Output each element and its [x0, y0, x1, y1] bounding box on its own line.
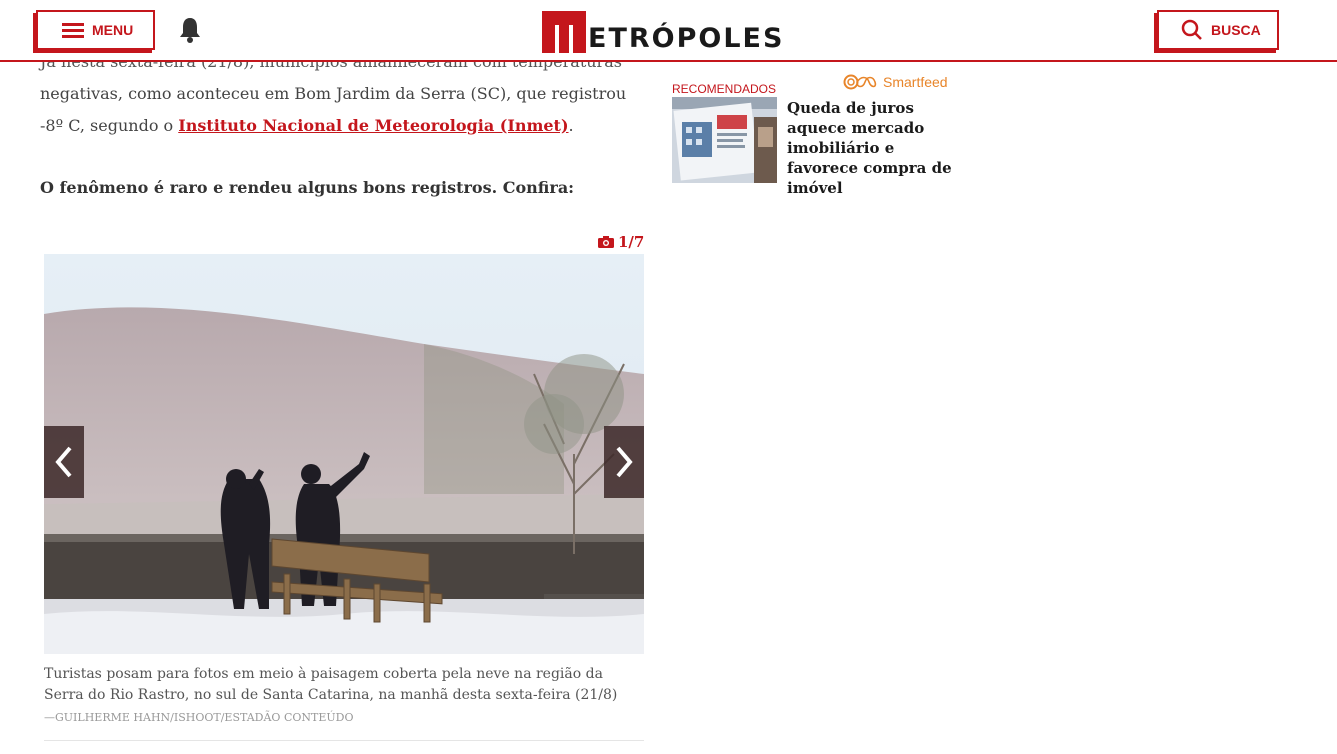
menu-label: MENU	[92, 22, 134, 38]
chevron-right-icon	[614, 445, 634, 479]
gallery-next-button[interactable]	[604, 426, 644, 498]
gallery-counter	[598, 233, 644, 251]
paragraph-end: .	[568, 116, 574, 135]
inmet-link[interactable]: Instituto Nacional de Meteorologia (Inmet)	[178, 116, 569, 135]
divider	[44, 740, 644, 741]
search-button[interactable]	[1157, 10, 1279, 50]
menu-button[interactable]	[36, 10, 155, 50]
recommended-title[interactable]: Queda de juros aquece mercado imobiliário e favorece compra de imóvel	[787, 99, 952, 197]
camera-icon	[598, 236, 614, 248]
gallery-caption: Turistas posam para fotos em meio à paisagem coberta pela neve na região da Serra do Rio Rastro, no sul de Santa Catarina, na manhã desta sexta-feira (21/8)	[44, 666, 618, 703]
smartfeed-badge[interactable]	[843, 74, 948, 90]
logo-mark	[542, 11, 586, 53]
recommended-thumbnail[interactable]	[672, 97, 777, 183]
site-logo[interactable]	[542, 9, 784, 53]
smartfeed-logo	[843, 74, 877, 90]
gallery-counter-text: 1/7	[618, 233, 645, 251]
logo-text: ETRÓPOLES	[588, 23, 785, 54]
chevron-left-icon	[54, 445, 74, 479]
gallery-prev-button[interactable]	[44, 426, 84, 498]
bell-icon[interactable]	[178, 16, 202, 44]
hamburger-icon	[62, 23, 84, 38]
smartfeed-label: Smartfeed	[883, 74, 948, 90]
site-header	[0, 0, 1337, 62]
article-paragraph-intro: O fenômeno é raro e rendeu alguns bons registros. Confira:	[40, 178, 575, 197]
search-icon	[1181, 19, 1203, 41]
photo-credit: —GUILHERME HAHN/ISHOOT/ESTADÃO CONTEÚDO	[44, 711, 354, 724]
paragraph-text: negativas, como aconteceu em Bom Jardim da Serra (SC), que registrou -8º C, segundo o	[40, 84, 627, 135]
search-label: BUSCA	[1211, 22, 1261, 38]
gallery-photo[interactable]	[44, 254, 644, 654]
recommended-label: RECOMENDADOS	[672, 82, 777, 96]
